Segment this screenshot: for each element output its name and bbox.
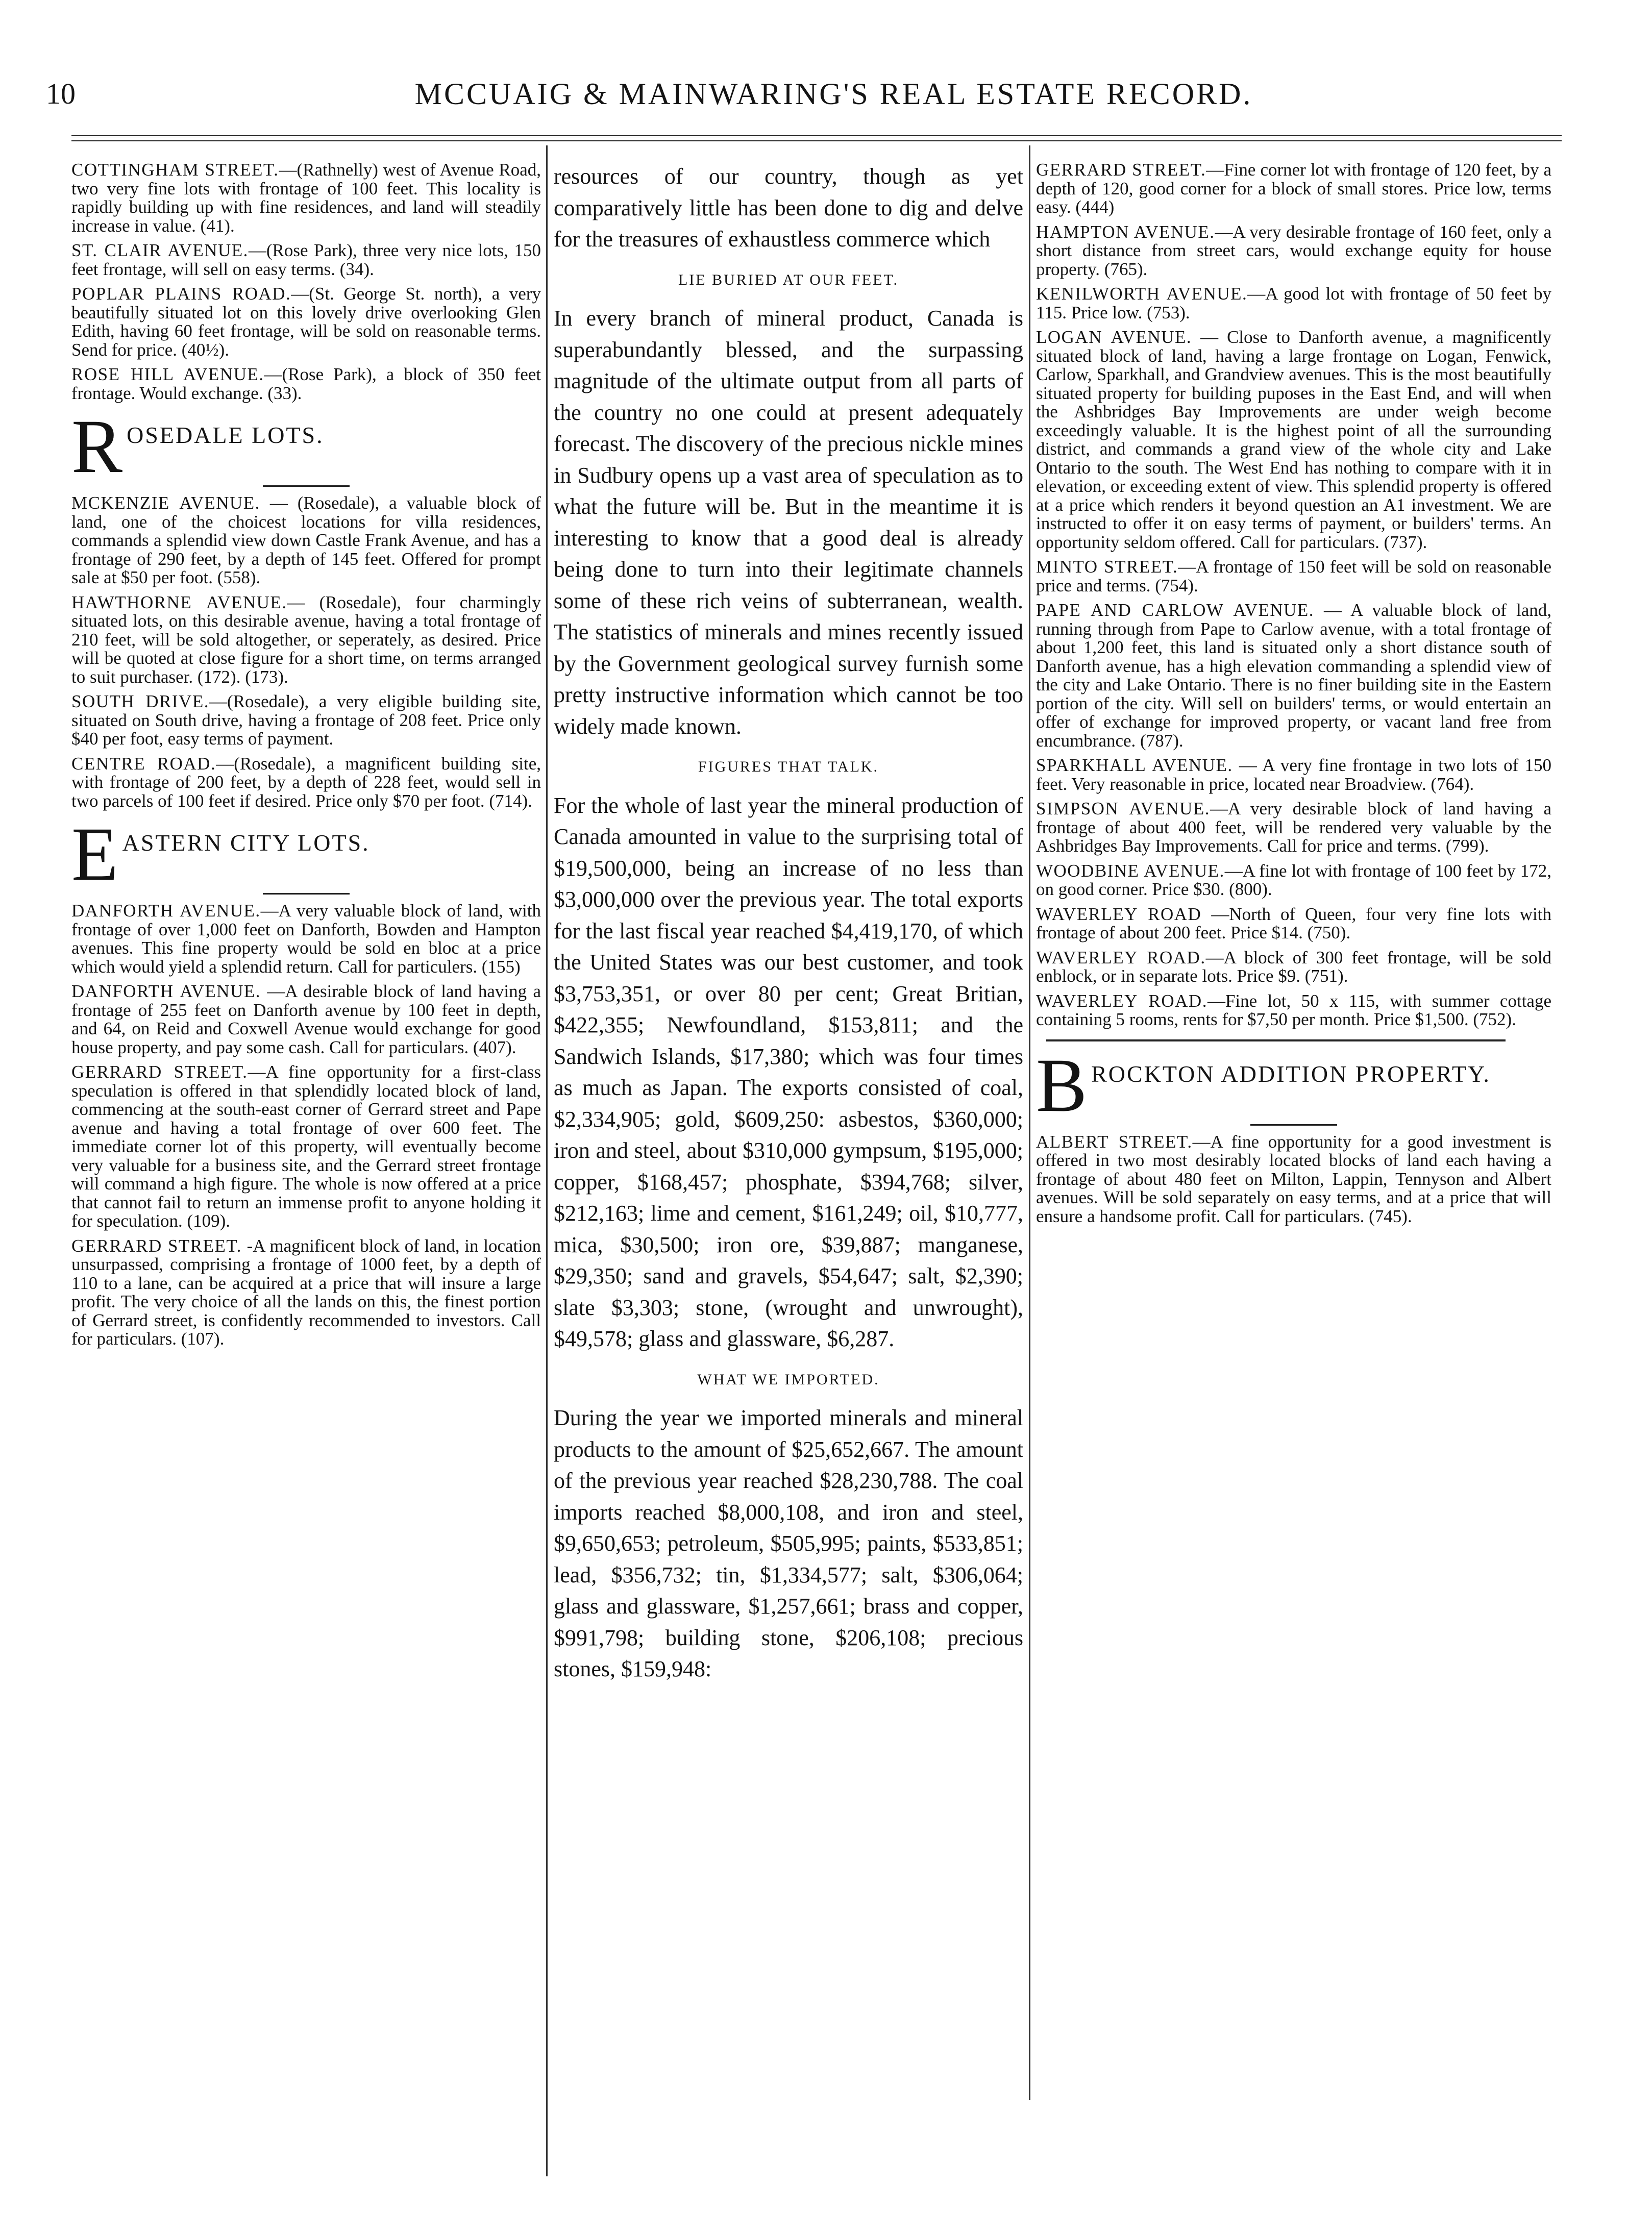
- listing-entry: [1036, 161, 1551, 217]
- listing-heading: WOODBINE AVENUE.: [1036, 860, 1225, 881]
- article-paragraph: resources of our country, though as yet comparatively little has been done to dig and delve for the treasures of exhaustless commerce which: [554, 164, 1023, 252]
- listing-entry: [71, 1063, 541, 1231]
- listing-heading: WAVERLEY ROAD.: [1036, 990, 1207, 1011]
- section-rule: [1250, 1124, 1337, 1126]
- listing-entry: [71, 755, 541, 811]
- column-divider-2: [1029, 145, 1030, 2100]
- listing-text: —A desirable block of land having a frontage of 255 feet on Danforth avenue by 100 feet in depth, and 64, on Reid and Coxwell Avenue would exchange for good house property, and pay some cash. Call for particulars. (407).: [71, 981, 541, 1057]
- page-header: [46, 77, 1621, 122]
- listing-entry: [71, 902, 541, 976]
- section-heading-eastern: [71, 812, 541, 897]
- listing-heading: MINTO STREET.: [1036, 557, 1178, 577]
- listing-entry: [71, 593, 541, 687]
- listing-heading: ST. CLAIR AVENUE.: [71, 240, 249, 260]
- listing-entry: [71, 241, 541, 279]
- listing-heading: DANFORTH AVENUE.: [71, 901, 261, 921]
- listing-text: —A very valuable block of land, with frontage of over 1,000 feet on Danforth, Bowden and Hampton avenues. This fine property would be sold en bloc at a price which would yield a splendid return. Call for particulers. (155): [71, 901, 541, 977]
- listing-text: —A frontage of 150 feet will be sold on reasonable price and terms. (754).: [1036, 557, 1551, 595]
- listing-text: — A valuable block of land, running through from Pape to Carlow avenue, with a total frontage of about 1,200 feet, this land is situated only a short distance south of Danforth avenue, has a high elevation commanding a splendid view of the city and Lake Ontario. There is no finer building site in the Eastern portion of the city. Will sell on builders' terms, or would entertain an offer of exchange for improved property, or vacant land free from encumbrance. (787).: [1036, 600, 1551, 751]
- listing-heading: DANFORTH AVENUE.: [71, 981, 261, 1001]
- listing-text: —(St. George St. north), a very beautifully situated lot on this lovely drive overlooking Glen Edith, having 60 feet frontage, will be sold on reasonable terms. Send for price. (40½).: [71, 284, 541, 360]
- listing-text: —(Rosedale), a very eligible building site, situated on South drive, having a frontage of 208 feet. Price only $40 per foot, easy terms of payment.: [71, 691, 541, 749]
- section-title: OSEDALE LOTS.: [127, 422, 324, 448]
- listing-heading: ALBERT STREET.: [1036, 1131, 1193, 1152]
- column-3: [1036, 161, 1551, 2181]
- section-rule: [263, 893, 350, 895]
- listing-entry: [1036, 992, 1551, 1029]
- listing-entry: [1036, 328, 1551, 552]
- section-rule: [263, 485, 350, 487]
- listing-text: — (Rosedale), a valuable block of land, one of the choicest locations for villa residences, commands a splendid view down Castle Frank Avenue, and has a frontage of 290 feet, by a depth of 145 feet. Offered for prompt sale at $50 per foot. (558).: [71, 493, 541, 587]
- listing-entry: [1036, 862, 1551, 899]
- listing-heading: SPARKHALL AVENUE.: [1036, 755, 1233, 775]
- listing-entry: [1036, 601, 1551, 750]
- listing-text: —A very desirable frontage of 160 feet, only a short distance from street cars, would exchange equity for house property. (765).: [1036, 221, 1551, 279]
- listing-entry: [1036, 800, 1551, 856]
- listing-heading: PAPE AND CARLOW AVENUE.: [1036, 600, 1315, 620]
- listing-text: —A fine opportunity for a good investment is offered in two most desirably located blocks of land each having a frontage of about 480 feet on Milton, Lappin, Tennyson and Albert avenues. Will be sold separately on easy terms, and at a price that will ensure a handsome profit. Call for particulars. (745).: [1036, 1131, 1551, 1226]
- column-divider-1: [546, 145, 548, 2176]
- running-title: MCCUAIG & MAINWARING'S REAL ESTATE RECORD.: [414, 77, 1253, 111]
- section-divider-rule: [1046, 1039, 1506, 1041]
- column-1: [71, 161, 541, 2166]
- article-paragraph: For the whole of last year the mineral production of Canada amounted in value to the surprising total of $19,500,000, being an increase of no less than $3,000,000 over the previous year. The total exports for the last fiscal year reached $4,419,170, of which the United States was our best customer, and took $3,753,351, or over 80 per cent; Great Britian, $422,355; Newfoundland, $153,811; and the Sandwich Islands, $17,380; which was four times as much as Japan. The exports consisted of coal, $2,334,905; gold, $609,250: asbestos, $360,000; iron and steel, about $310,000 gympsum, $195,000; copper, $168,457; phosphate, $394,768; silver, $212,163; lime and cement, $161,249; oil, $10,777, mica, $30,500; iron ore, $39,887; manganese, $29,350; sand and gravels, $54,647; salt, $2,390; slate $3,303; stone, (wrought and unwrought), $49,578; glass and glassware, $6,287.: [554, 792, 1023, 1351]
- listing-heading: POPLAR PLAINS ROAD.: [71, 284, 291, 304]
- column-2: [554, 161, 1023, 2181]
- listing-text: —A very desirable block of land having a frontage of about 400 feet, will be rendered very valuable by the Ashbridges Bay Improvements. Call for price and terms. (799).: [1036, 799, 1551, 856]
- article-paragraph: During the year we imported minerals and mineral products to the amount of $25,652,667. The amount of the previous year reached $28,230,788. The coal imports reached $8,000,108, and iron and steel, $9,650,653; petroleum, $505,995; paints, $533,851; lead, $356,732; tin, $1,334,577; salt, $306,064; glass and glassware, $1,257,661; brass and copper, $991,798; building stone, $206,108; precious stones, $159,948:: [554, 1405, 1023, 1681]
- listing-entry: [71, 161, 541, 235]
- page-number: 10: [46, 77, 76, 110]
- article-subhead: WHAT WE IMPORTED.: [697, 1371, 880, 1388]
- listing-heading: GERRARD STREET.: [71, 1235, 242, 1256]
- listing-entry: [71, 692, 541, 749]
- article-body: [554, 161, 1023, 1685]
- listing-heading: LOGAN AVENUE.: [1036, 327, 1192, 347]
- listing-text: —Fine corner lot with frontage of 120 feet, by a depth of 120, good corner for a block of small stores. Price low, terms easy. (444): [1036, 161, 1551, 217]
- listing-heading: WAVERLEY ROAD: [1036, 904, 1202, 924]
- listing-text: —(Rathnelly) west of Avenue Road, two very fine lots with frontage of 100 feet. This locality is rapidly building up with fine residences, and land will steadily increase in value. (41).: [71, 161, 541, 236]
- listing-heading: WAVERLEY ROAD.: [1036, 947, 1206, 967]
- listing-heading: ROSE HILL AVENUE.: [71, 364, 264, 384]
- listing-entry: [1036, 1133, 1551, 1226]
- listing-entry: [1036, 756, 1551, 793]
- listing-entry: [1036, 949, 1551, 986]
- listing-entry: [1036, 223, 1551, 279]
- listing-text: —A fine lot with frontage of 100 feet by 172, on good corner. Price $30. (800).: [1036, 860, 1551, 899]
- listing-text: —A good lot with frontage of 50 feet by 115. Price low. (753).: [1036, 284, 1551, 322]
- listing-text: — (Rosedale), four charmingly situated lots, on this desirable avenue, having a total frontage of 210 feet, will be sold altogether, or seperately, as desired. Price will be quoted at close figure for a short time, on terms arranged to suit purchaser. (172). (173).: [71, 592, 541, 687]
- listing-text: — A very fine frontage in two lots of 150 feet. Very reasonable in price, located near Broadview. (764).: [1036, 755, 1551, 794]
- listing-entry: [1036, 285, 1551, 322]
- section-title: ASTERN CITY LOTS.: [122, 830, 370, 856]
- listing-heading: KENILWORTH AVENUE.: [1036, 284, 1248, 304]
- section-dropcap: E: [71, 812, 118, 897]
- listing-entry: [71, 365, 541, 403]
- listing-heading: HAMPTON AVENUE.: [1036, 221, 1215, 242]
- header-double-rule: [71, 135, 1562, 141]
- listing-heading: COTTINGHAM STREET.: [71, 161, 279, 180]
- listing-entry: [71, 982, 541, 1057]
- listing-heading: MCKENZIE AVENUE.: [71, 493, 260, 513]
- listing-text: —(Rose Park), three very nice lots, 150 feet frontage, will sell on easy terms. (34).: [71, 240, 541, 279]
- section-dropcap: B: [1036, 1042, 1088, 1128]
- listing-text: —(Rosedale), a magnificent building site, with frontage of 200 feet, by a depth of 228 feet, would sell in two parcels of 100 feet if desired. Price only $70 per foot. (714).: [71, 753, 541, 811]
- listing-entry: [1036, 558, 1551, 595]
- article-paragraph: In every branch of mineral product, Canada is superabundantly blessed, and the surpassing magnitude of the ultimate output from all parts of the country no one could at present adequately forecast. The discovery of the precious nickle mines in Sudbury opens up a vast area of speculation as to what the future will be. But in the meantime it is interesting to know that a good deal is already being done to turn into their legitimate channels some of these rich veins of subterranean, wealth. The statistics of minerals and mines recently issued by the Government geological survey furnish some pretty instructive information which cannot be too widely made known.: [554, 306, 1023, 739]
- listing-text: -A magnificent block of land, in location unsurpassed, comprising a frontage of 1000 feet, by a depth of 110 to a lane, can be acquired at a price that will insure a large profit. The very choice of all the lands on this, the finest portion of Gerrard street, is confidently recommended to investors. Call for particulars. (107).: [71, 1235, 541, 1349]
- listing-heading: GERRARD STREET.: [1036, 161, 1206, 180]
- listing-entry: [71, 494, 541, 587]
- listing-entry: [71, 285, 541, 359]
- section-title: ROCKTON ADDITION PROPERTY.: [1091, 1060, 1491, 1087]
- article-subhead: FIGURES THAT TALK.: [698, 758, 879, 775]
- listing-heading: SOUTH DRIVE.: [71, 691, 209, 711]
- listing-heading: GERRARD STREET.: [71, 1062, 248, 1082]
- listing-entry: [1036, 905, 1551, 942]
- listing-entry: [71, 1237, 541, 1349]
- article-subhead: LIE BURIED AT OUR FEET.: [678, 271, 899, 288]
- listing-text: —A block of 300 feet frontage, will be sold enblock, or in separate lots. Price $9. (751).: [1036, 947, 1551, 986]
- section-dropcap: R: [71, 404, 123, 489]
- listing-text: —Fine lot, 50 x 115, with summer cottage containing 5 rooms, rents for $7,50 per month. Price $1,500. (752).: [1036, 990, 1551, 1029]
- listing-heading: CENTRE ROAD.: [71, 753, 216, 774]
- listing-heading: HAWTHORNE AVENUE.: [71, 592, 287, 612]
- section-heading-rosedale: [71, 404, 541, 489]
- listing-text: —(Rose Park), a block of 350 feet frontage. Would exchange. (33).: [71, 364, 541, 403]
- listing-text: —A fine opportunity for a first-class speculation is offered in that splendidly located block of land, commencing at the south-east corner of Gerrard street and Pape avenue and having a total frontage of over 600 feet. The immediate corner lot of this property, will eventually become very valuable for a business site, and the Gerrard street frontage will command a high figure. The whole is now offered at a price that cannot fail to return an immense profit to anyone holding it for speculation. (109).: [71, 1062, 541, 1231]
- section-heading-brockton: [1036, 1042, 1551, 1128]
- listing-heading: SIMPSON AVENUE.: [1036, 799, 1210, 818]
- listing-text: — Close to Danforth avenue, a magnificently situated block of land, having a large frontage on Logan, Fenwick, Carlow, Sparkhall, and Grandview avenues. This is the most beautifully situated property for building puposes in the East End, and will when the Ashbridges Bay Improvements are under weigh become exceedingly valuable. It is the highest point of all the surrounding district, and commands a grand view of the whole city and Lake Ontario to the south. The West End has nothing to compare with it in elevation, or exceeding extent of view. This splendid property is offered at a price which renders it beyond question an A1 investment. We are instructed to offer it on easy terms of payment, or builders' terms. An opportunity seldom offered. Call for particulars. (737).: [1036, 327, 1551, 552]
- listing-text: —North of Queen, four very fine lots with frontage of about 200 feet. Price $14. (750).: [1036, 904, 1551, 942]
